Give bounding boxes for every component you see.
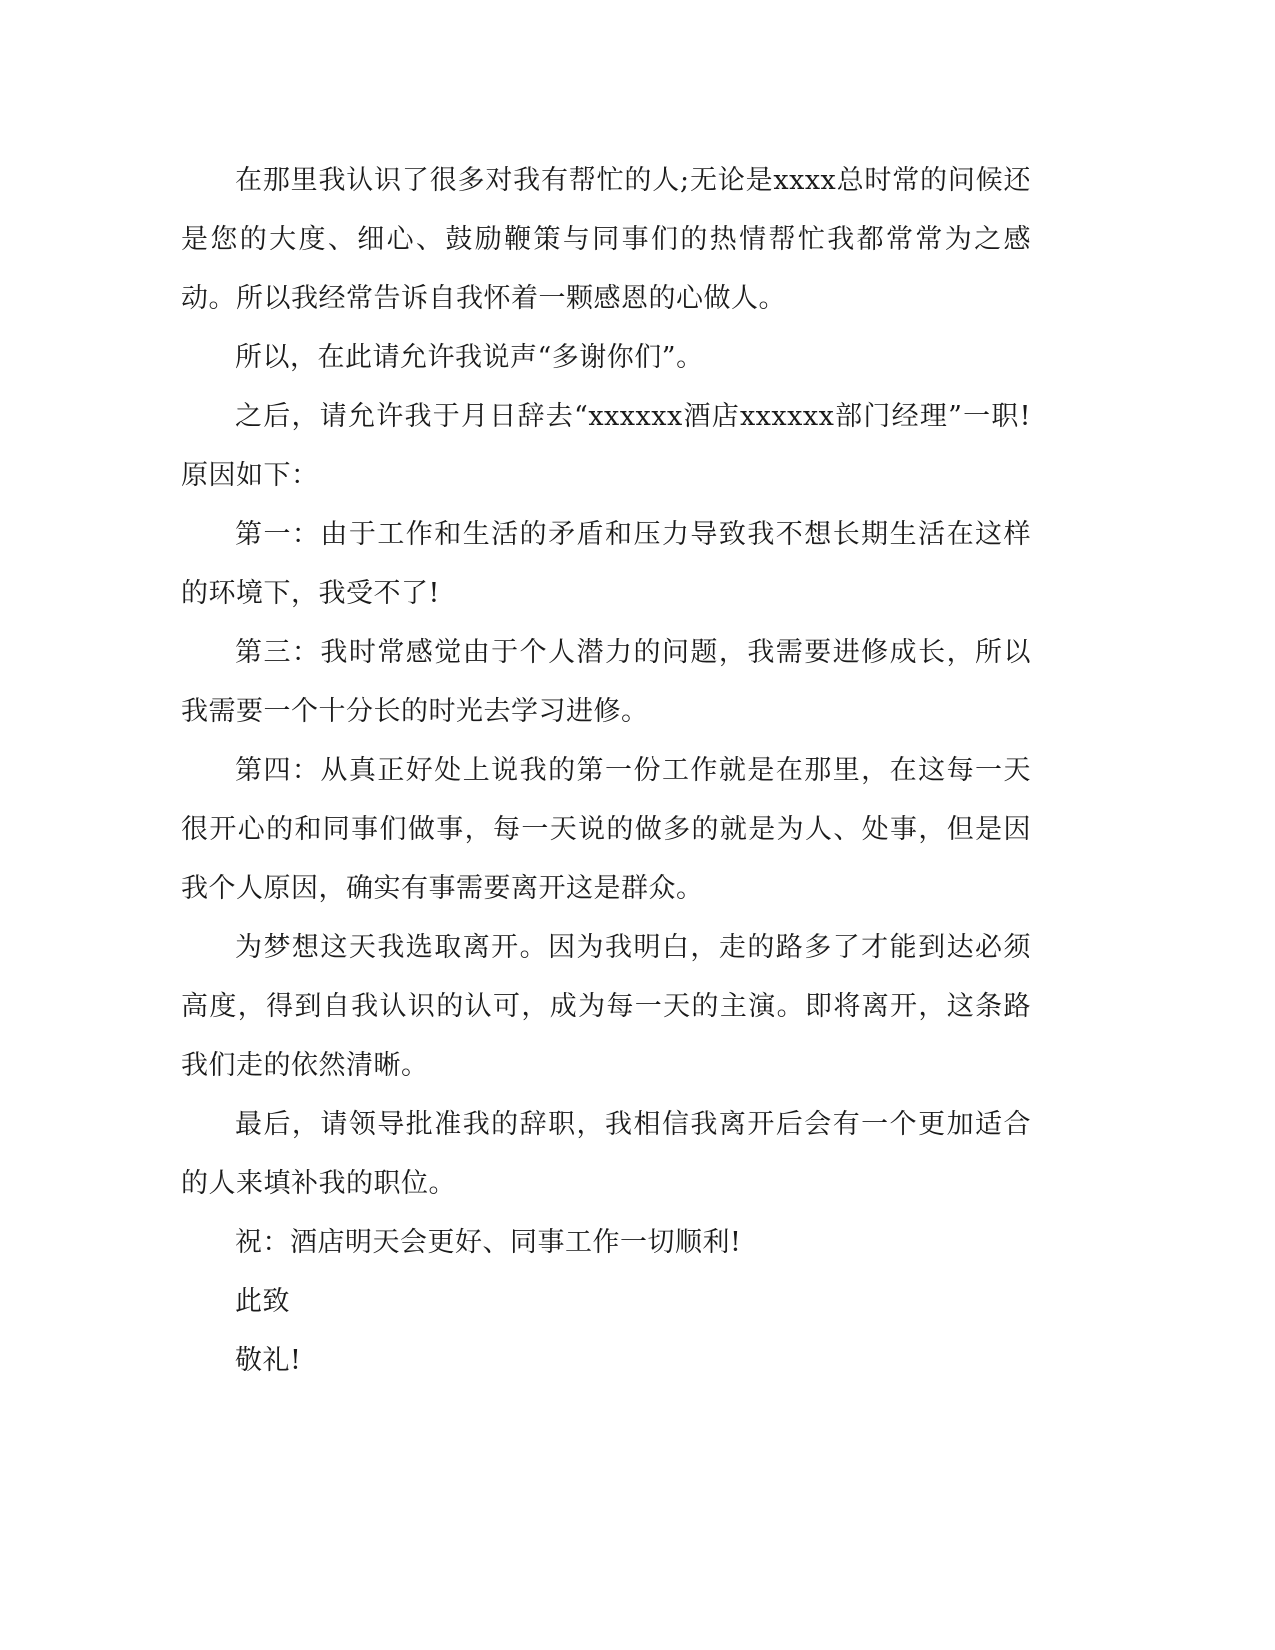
- paragraph-resignation-request: 之后，请允许我于月日辞去“xxxxxx酒店xxxxxx部门经理”一职!原因如下：: [181, 401, 1031, 491]
- letter-body: [181, 151, 1031, 1390]
- paragraph-reason-third: 第三：我时常感觉由于个人潜力的问题，我需要进修成长，所以我需要一个十分长的时光去学习进修。: [181, 637, 1031, 727]
- paragraph-wishes: 祝：酒店明天会更好、同事工作一切顺利!: [235, 1227, 742, 1258]
- closing-cizhi: 此致: [235, 1286, 290, 1317]
- closing-jingli: 敬礼!: [235, 1345, 302, 1376]
- paragraph-final-request: 最后，请领导批准我的辞职，我相信我离开后会有一个更加适合的人来填补我的职位。: [181, 1109, 1031, 1199]
- paragraph-gratitude: 在那里我认识了很多对我有帮忙的人;无论是xxxx总时常的问候还是您的大度、细心、鼓励鞭策与同事们的热情帮忙我都常常为之感动。所以我经常告诉自我怀着一颗感恩的心做人。: [181, 165, 1031, 314]
- paragraph-dream: 为梦想这天我选取离开。因为我明白，走的路多了才能到达必须高度，得到自我认识的认可，成为每一天的主演。即将离开，这条路我们走的依然清晰。: [181, 932, 1031, 1081]
- paragraph-thanks: 所以，在此请允许我说声“多谢你们”。: [235, 342, 704, 373]
- paragraph-reason-first: 第一：由于工作和生活的矛盾和压力导致我不想长期生活在这样的环境下，我受不了!: [181, 519, 1031, 609]
- paragraph-reason-fourth: 第四：从真正好处上说我的第一份工作就是在那里，在这每一天很开心的和同事们做事，每一天说的做多的就是为人、处事，但是因我个人原因，确实有事需要离开这是群众。: [181, 755, 1031, 904]
